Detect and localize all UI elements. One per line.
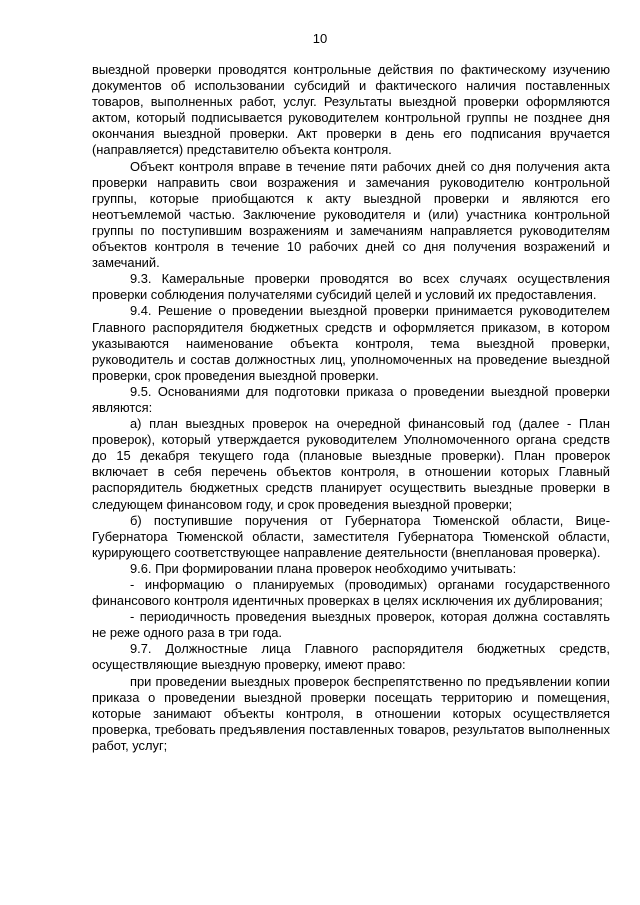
paragraph-9-7-rights: при проведении выездных проверок беспрепятственно по предъявлении копии приказа о проведении выездной проверки посещать территорию и помещения, которые занимают объекты контроля, в отношении которых осуществляется проверка, требовать предъявления поставленных товаров, результатов выполненных работ, услуг; [92,673,610,753]
paragraph-9-6-item-1: - информацию о планируемых (проводимых) органами государственного финансового контроля идентичных проверках в целях исключения их дублирования; [92,577,610,609]
document-body [92,62,610,754]
paragraph-objections: Объект контроля вправе в течение пяти рабочих дней со дня получения акта проверки направить свои возражения и замечания руководителю контрольной группы, которые приобщаются к акту выездной проверки и являются его неотъемлемой частью. Заключение руководителя и (или) участника контрольной группы по поступившим возражениям и замечаниям направляется руководителям объектов контроля в течение 10 рабочих дней со дня получения возражений и замечаний. [92,158,610,271]
paragraph-9-5: 9.5. Основаниями для подготовки приказа о проведении выездной проверки являются: [92,383,610,415]
paragraph-inspection-results: выездной проверки проводятся контрольные действия по фактическому изучению документов об использовании субсидий и фактического наличия поставленных товаров, выполненных работ, услуг. Результаты выездной проверки оформляются актом, который подписывается руководителем контрольной группы не позднее дня окончания выездной проверки. Акт проверки в день его подписания вручается (направляется) представителю объекта контроля. [92,62,610,158]
paragraph-9-5-b: б) поступившие поручения от Губернатора Тюменской области, Вице-Губернатора Тюменской области, заместителя Губернатора Тюменской области, курирующего соответствующее направление деятельности (внеплановая проверка). [92,512,610,560]
paragraph-9-3: 9.3. Камеральные проверки проводятся во всех случаях осуществления проверки соблюдения получателями субсидий целей и условий их предоставления. [92,271,610,303]
paragraph-9-6: 9.6. При формировании плана проверок необходимо учитывать: [130,560,517,576]
paragraph-9-5-a: а) план выездных проверок на очередной финансовый год (далее - План проверок), который утверждается руководителем Уполномоченного органа средств до 15 декабря текущего года (плановые выездные проверки). План проверок включает в себя перечень объектов контроля, в отношении которых Главный распорядитель бюджетных средств планирует осуществить выездные проверки в следующем финансовом году, и срок проведения выездной проверки; [92,416,610,512]
paragraph-9-7: 9.7. Должностные лица Главного распорядителя бюджетных средств, осуществляющие выездную проверку, имеют право: [92,641,610,673]
paragraph-9-4: 9.4. Решение о проведении выездной проверки принимается руководителем Главного распорядителя бюджетных средств и оформляется приказом, в котором указываются наименование объекта контроля, тема выездной проверки, руководитель и состав должностных лиц, уполномоченных на проведение выездной проверки, срок проведения выездной проверки. [92,303,610,383]
paragraph-9-6-item-2: - периодичность проведения выездных проверок, которая должна составлять не реже одного раза в три года. [92,609,610,641]
page-number: 10 [312,31,328,46]
